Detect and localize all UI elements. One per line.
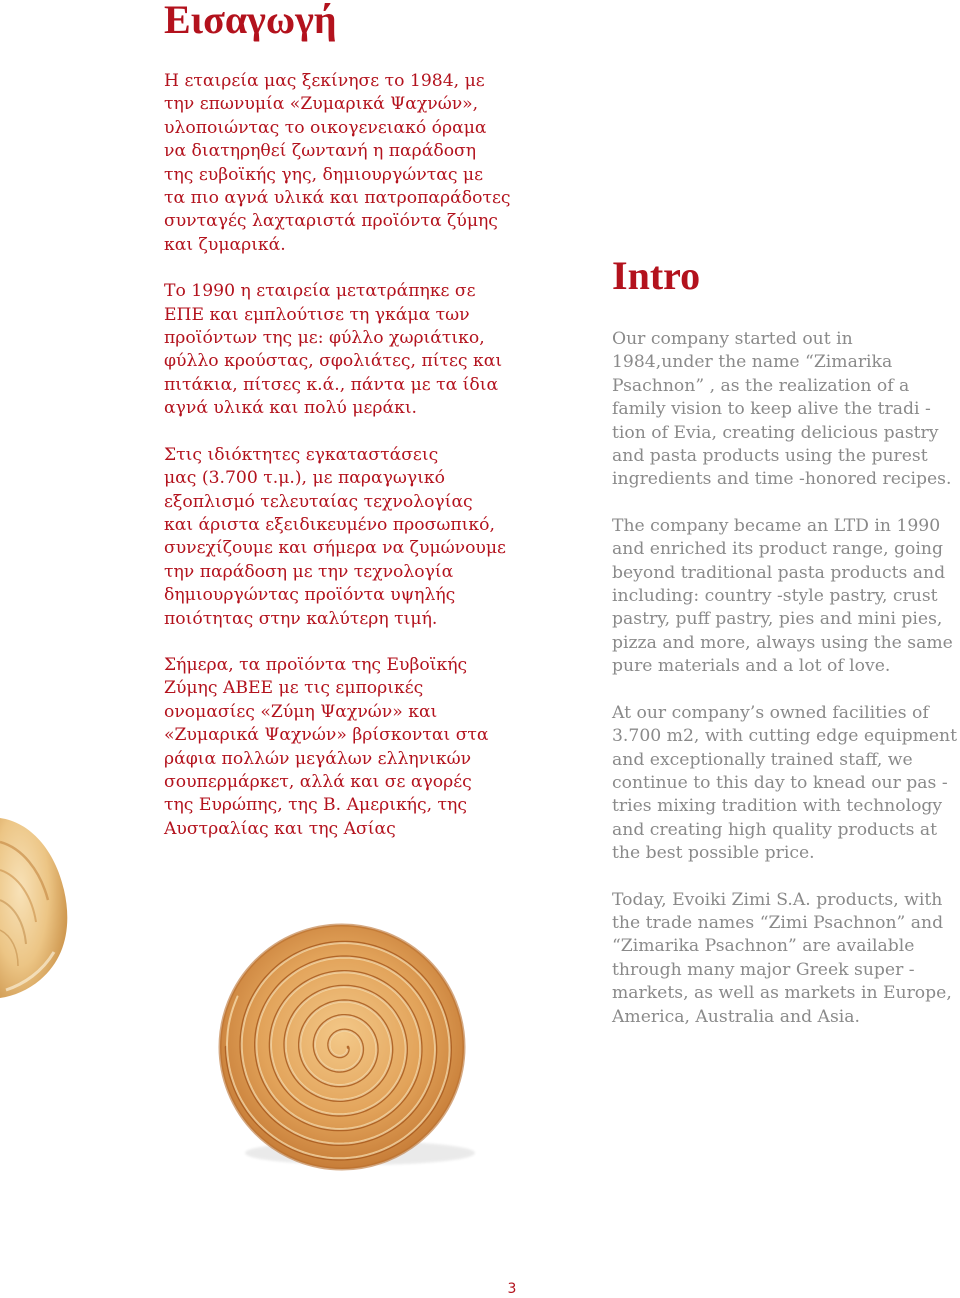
english-paragraph: [612, 515, 960, 679]
text-line: and exceptionally trained staff, we: [612, 749, 913, 770]
text-line: μας (3.700 τ.μ.), με παραγωγικό: [164, 468, 446, 489]
text-line: through many major Greek super -: [612, 959, 915, 980]
text-line: Το 1990 η εταιρεία μετατράπηκε σε: [164, 281, 476, 302]
text-line: The company became an LTD in 1990: [612, 515, 941, 536]
greek-paragraph: [164, 280, 524, 420]
text-line: including: country -style pastry, crust: [612, 586, 938, 607]
text-line: να διατηρηθεί ζωντανή η παράδοση: [164, 141, 477, 162]
english-paragraph: [612, 328, 960, 492]
text-line: την επωνυμία «Ζυμαρικά Ψαχνών»,: [164, 94, 479, 115]
text-line: «Ζυμαρικά Ψαχνών» βρίσκονται στα: [164, 725, 489, 746]
text-line: Today, Evoiki Zimi S.A. products, with: [612, 889, 943, 910]
text-line: Στις ιδιόκτητες εγκαταστάσεις: [164, 444, 439, 465]
text-line: 3.700 m2, with cutting edge equipment: [612, 726, 958, 747]
english-title: Intro: [612, 253, 701, 298]
english-paragraph: [612, 702, 960, 866]
text-line: pastry, puff pastry, pies and mini pies,: [612, 609, 943, 630]
text-line: υλοποιώντας το οικογενειακό όραμα: [164, 117, 487, 138]
text-line: the best possible price.: [612, 843, 815, 864]
text-line: continue to this day to knead our pas -: [612, 772, 948, 793]
text-line: πιτάκια, πίτσες κ.ά., πάντα με τα ίδια: [164, 374, 499, 395]
text-line: την παράδοση με την τεχνολογία: [164, 561, 454, 582]
text-line: 1984,under the name “Zimarika: [612, 352, 893, 373]
text-line: ΕΠΕ και εμπλούτισε τη γκάμα των: [164, 304, 470, 325]
text-line: tries mixing tradition with technology: [612, 796, 943, 817]
text-line: Σήμερα, τα προϊόντα της Ευβοϊκής: [164, 654, 468, 675]
text-line: family vision to keep alive the tradi -: [612, 399, 931, 420]
text-line: της ευβοϊκής γης, δημιουργώντας με: [164, 164, 483, 185]
text-line: pizza and more, always using the same: [612, 632, 953, 653]
text-line: ονομασίες «Ζύμη Ψαχνών» και: [164, 701, 438, 722]
text-line: and creating high quality products at: [612, 819, 938, 840]
greek-paragraph: [164, 444, 524, 631]
text-line: Our company started out in: [612, 329, 853, 349]
text-line: At our company’s owned facilities of: [612, 702, 929, 723]
text-line: αγνά υλικά και πολύ μεράκι.: [164, 398, 418, 419]
text-line: pure materials and a lot of love.: [612, 656, 891, 677]
text-line: ingredients and time -honored recipes.: [612, 469, 952, 490]
greek-text-column: [164, 70, 524, 864]
text-line: σουπερμάρκετ, αλλά και σε αγορές: [164, 771, 472, 792]
text-line: America, Australia and Asia.: [612, 1006, 860, 1027]
english-paragraph: [612, 889, 960, 1029]
text-line: φύλλο κρούστας, σφολιάτες, πίτες και: [164, 351, 503, 372]
english-text-column: [612, 328, 960, 1052]
page-number: 3: [507, 1281, 517, 1297]
text-line: τα πιο αγνά υλικά και πατροπαράδοτες: [164, 188, 511, 209]
text-line: Ζύμης ΑΒΕΕ με τις εμπορικές: [164, 678, 424, 699]
text-line: markets, as well as markets in Europe,: [612, 983, 952, 1004]
text-line: Psachnon” , as the realization of a: [612, 375, 910, 396]
text-line: and enriched its product range, going: [612, 539, 943, 560]
text-line: “Zimarika Psachnon” are available: [612, 936, 915, 957]
text-line: της Ευρώπης, της Β. Αμερικής, της: [164, 795, 467, 816]
text-line: tion of Evia, creating delicious pastry: [612, 422, 939, 443]
text-line: beyond traditional pasta products and: [612, 562, 946, 583]
greek-title: Εισαγωγή: [164, 0, 337, 42]
greek-paragraph: [164, 654, 524, 841]
text-line: προϊόντων της με: φύλλο χωριάτικο,: [164, 328, 485, 349]
text-line: ποιότητας στην καλύτερη τιμή.: [164, 608, 438, 629]
text-line: and pasta products using the purest: [612, 446, 928, 467]
text-line: Αυστραλίας και της Ασίας: [164, 818, 396, 839]
text-line: ράφια πολλών μεγάλων ελληνικών: [164, 748, 472, 769]
spiral-pie-photo: [220, 925, 475, 1169]
text-line: δημιουργώντας προϊόντα υψηλής: [164, 585, 456, 606]
text-line: και άριστα εξειδικευμένο προσωπικό,: [164, 514, 495, 535]
text-line: και ζυμαρικά.: [164, 234, 286, 255]
text-line: the trade names “Zimi Psachnon” and: [612, 912, 944, 933]
text-line: συνταγές λαχταριστά προϊόντα ζύμης: [164, 211, 498, 232]
pastry-corner-photo: [0, 818, 67, 998]
text-line: Η εταιρεία μας ξεκίνησε το 1984, με: [164, 71, 485, 91]
greek-paragraph: [164, 70, 524, 257]
text-line: συνεχίζουμε και σήμερα να ζυμώνουμε: [164, 538, 506, 559]
text-line: εξοπλισμό τελευταίας τεχνολογίας: [164, 491, 473, 512]
